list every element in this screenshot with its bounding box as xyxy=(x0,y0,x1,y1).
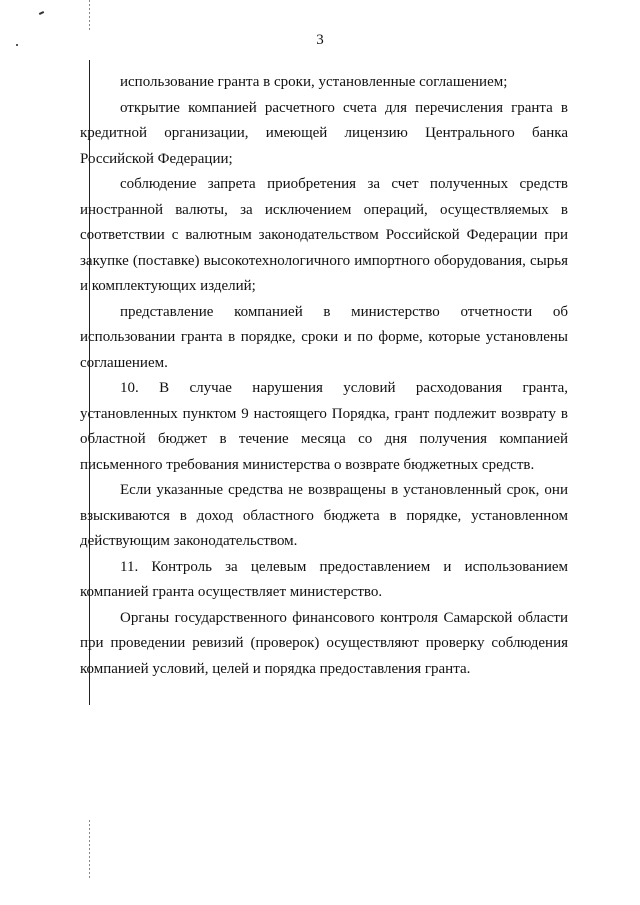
paragraph: 11. Контроль за целевым предоставлением и использованием компанией гранта осуществляет министерство. xyxy=(80,558,568,600)
scan-artifact-line-top xyxy=(89,0,90,30)
paragraph: представление компанией в министерство отчетности об использовании гранта в порядке, сроки и по форме, которые установлены соглашением. xyxy=(80,303,568,371)
document-body xyxy=(80,70,568,682)
scan-artifact-line-bottom xyxy=(89,820,90,880)
paragraph: соблюдение запрета приобретения за счет полученных средств иностранной валюты, за исключением операций, осуществляемых в соответствии с валютным законодательством Российской Федерации при закупке (поставке) высокотехнологичного импортного оборудования, сырья и комплектующих изделий; xyxy=(80,176,568,294)
paragraph: использование гранта в сроки, установленные соглашением; xyxy=(120,74,508,90)
scan-artifact-mark xyxy=(39,11,44,15)
paragraph: Органы государственного финансового контроля Самарской области при проведении ревизий (проверок) осуществляют проверку соблюдения компанией условий, целей и порядка предоставления гранта. xyxy=(80,609,568,677)
paragraph: Если указанные средства не возвращены в установленный срок, они взыскиваются в доход областного бюджета в порядке, установленном действующим законодательством. xyxy=(80,482,568,549)
paragraph: 10. В случае нарушения условий расходования гранта, установленных пунктом 9 настоящего Порядка, грант подлежит возврату в областной бюджет в течение месяца со дня получения компанией письменного требования министерства о возврате бюджетных средств. xyxy=(80,380,568,473)
page-number: 3 xyxy=(316,32,324,48)
paragraph: открытие компанией расчетного счета для перечисления гранта в кредитной организации, имеющей лицензию Центрального банка Российской Федерации; xyxy=(80,99,568,167)
